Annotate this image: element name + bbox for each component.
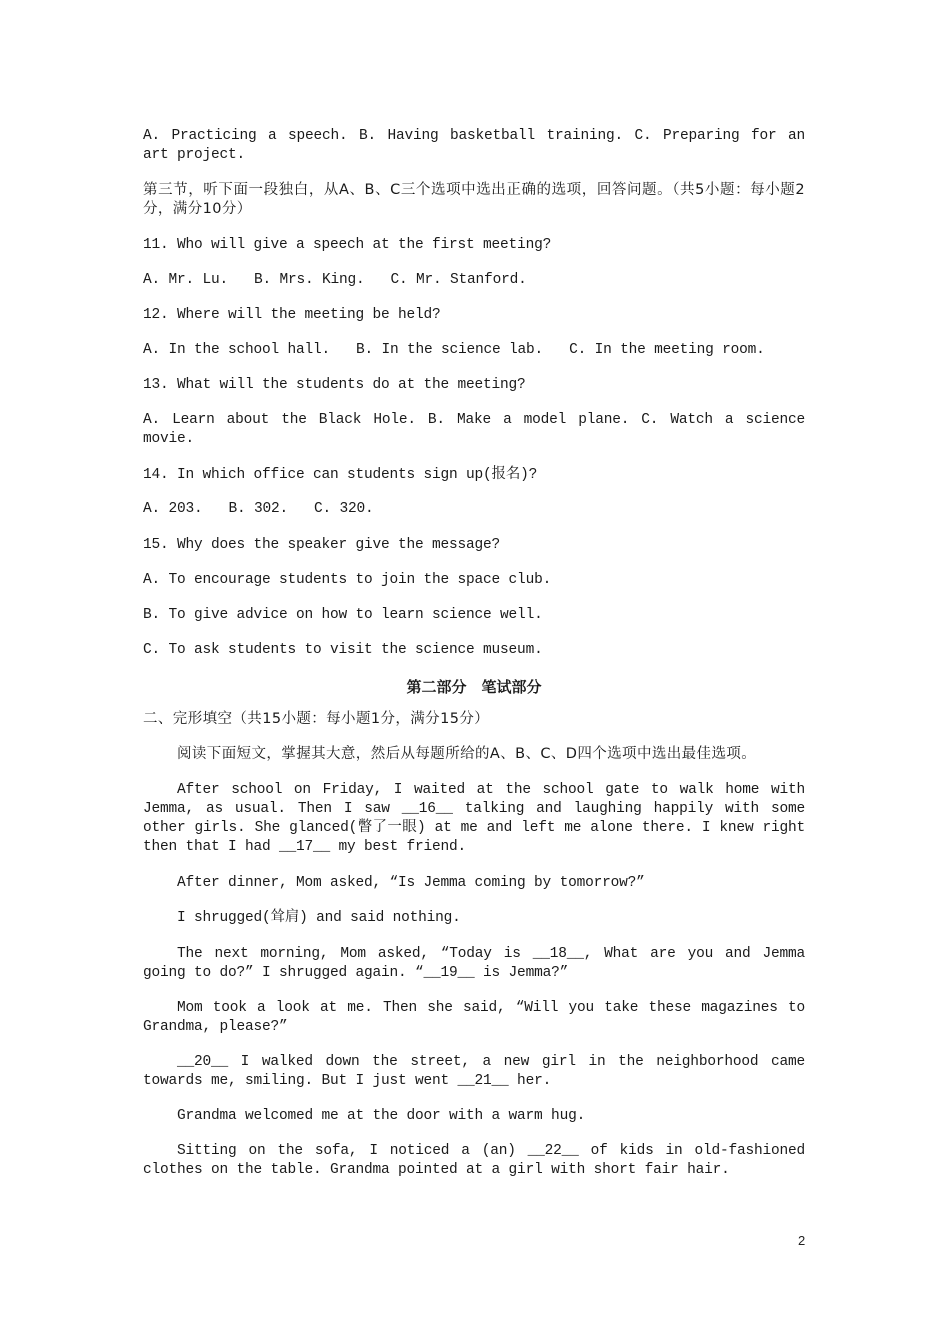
question-12-options — [143, 341, 805, 360]
passage-paragraph-6: __20__ I walked down the street, a new girl in the neighborhood came towards me, smiling. But I just went __21__ her. — [143, 1054, 805, 1089]
cloze-title: 二、完形填空（共15小题：每小题1分，满分15分） — [143, 711, 490, 727]
option-a: A. In the school hall. — [143, 342, 331, 358]
passage-paragraph-7: Grandma welcomed me at the door with a warm hug. — [177, 1108, 586, 1124]
option-c: C. Mr. Stanford. — [390, 272, 527, 288]
question-14-options — [143, 500, 805, 519]
q10-options: A. Practicing a speech. B. Having basketball training. C. Preparing for an art project. — [143, 128, 805, 163]
option-c: C. In the meeting room. — [569, 342, 765, 358]
option-b: B. 302. — [228, 501, 289, 517]
question-15-option-b: B. To give advice on how to learn science well. — [143, 607, 543, 623]
question-13-stem: 13. What will the students do at the meeting? — [143, 377, 526, 393]
passage-paragraph-8: Sitting on the sofa, I noticed a (an) __22__ of kids in old-fashioned clothes on the table. Grandma pointed at a girl with short fair hair. — [143, 1143, 805, 1178]
passage-paragraph-5: Mom took a look at me. Then she said, “Will you take these magazines to Grandma, please?” — [143, 1000, 805, 1035]
section3-instructions: 第三节，听下面一段独白，从A、B、C三个选项中选出正确的选项，回答问题。（共5小题：每小题2分，满分10分） — [143, 182, 805, 217]
option-b: B. In the science lab. — [356, 342, 544, 358]
question-11-options — [143, 271, 805, 290]
passage-paragraph-2: After dinner, Mom asked, “Is Jemma coming by tomorrow?” — [177, 875, 645, 891]
question-11-stem: 11. Who will give a speech at the first meeting? — [143, 237, 552, 253]
passage-paragraph-4: The next morning, Mom asked, “Today is __18__, What are you and Jemma going to do?” I shrugged again. “__19__ is Jemma?” — [143, 946, 805, 981]
option-c: C. 320. — [314, 501, 374, 517]
passage-paragraph-3: I shrugged(耸肩) and said nothing. — [177, 910, 461, 926]
question-15-option-a: A. To encourage students to join the space club. — [143, 572, 552, 588]
question-15-stem: 15. Why does the speaker give the message? — [143, 537, 501, 553]
part2-heading: 第二部分 笔试部分 — [406, 678, 542, 696]
option-a: A. Mr. Lu. — [143, 272, 229, 288]
page-number: 2 — [798, 1233, 806, 1248]
cloze-instructions: 阅读下面短文，掌握其大意，然后从每题所给的A、B、C、D四个选项中选出最佳选项。 — [177, 746, 757, 762]
question-15-option-c: C. To ask students to visit the science museum. — [143, 642, 543, 658]
option-b: B. Mrs. King. — [254, 272, 365, 288]
question-13-options: A. Learn about the Black Hole. B. Make a model plane. C. Watch a science movie. — [143, 412, 805, 447]
question-12-stem: 12. Where will the meeting be held? — [143, 307, 441, 323]
question-14-stem: 14. In which office can students sign up(报名)? — [143, 467, 538, 483]
option-a: A. 203. — [143, 501, 203, 517]
passage-paragraph-1: After school on Friday, I waited at the school gate to walk home with Jemma, as usual. Then I saw __16__ talking and laughing happily with some other girls. She glanced(瞥了一眼) at me and left me alone there. I knew right then that I had __17__ my best friend. — [143, 782, 805, 855]
